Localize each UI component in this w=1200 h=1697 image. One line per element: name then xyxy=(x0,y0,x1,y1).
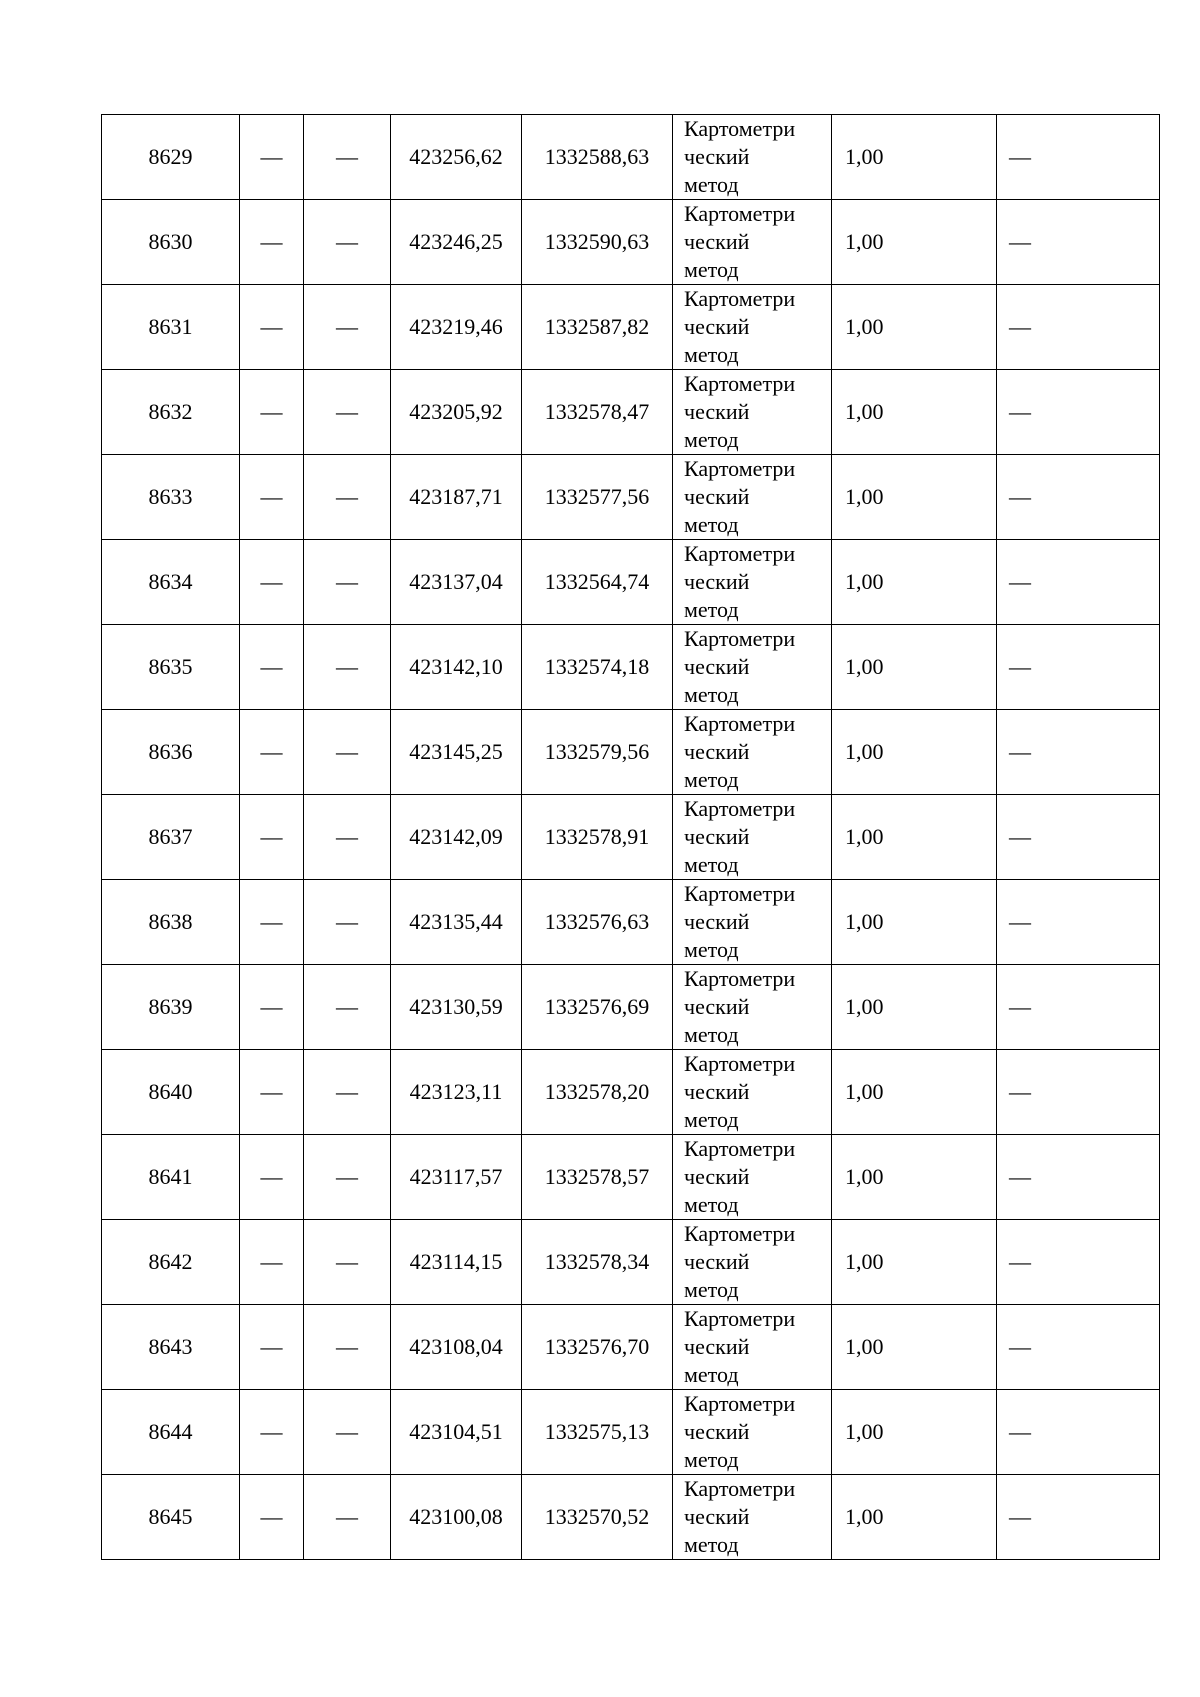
empty-column-cell: — xyxy=(304,455,391,540)
empty-column-cell: — xyxy=(304,795,391,880)
point-number-cell: 8635 xyxy=(102,625,240,710)
empty-column-cell: — xyxy=(240,1135,304,1220)
method-line: Картометри xyxy=(684,1306,796,1331)
point-number-cell: 8638 xyxy=(102,880,240,965)
accuracy-cell: 1,00 xyxy=(832,1305,997,1390)
empty-column-cell: — xyxy=(240,370,304,455)
method-line: ческий xyxy=(684,399,750,424)
description-cell: — xyxy=(997,200,1160,285)
y-coordinate-cell: 1332570,52 xyxy=(522,1475,673,1560)
method-line: Картометри xyxy=(684,371,796,396)
accuracy-cell: 1,00 xyxy=(832,1050,997,1135)
empty-column-cell: — xyxy=(240,1305,304,1390)
table-row xyxy=(102,1220,1160,1305)
empty-column-cell: — xyxy=(240,1220,304,1305)
method-line: ческий xyxy=(684,1079,750,1104)
method-line: метод xyxy=(684,682,739,707)
method-cell xyxy=(673,710,832,795)
x-coordinate-cell: 423142,09 xyxy=(391,795,522,880)
empty-column-cell: — xyxy=(240,965,304,1050)
method-line: Картометри xyxy=(684,456,796,481)
description-cell: — xyxy=(997,880,1160,965)
method-line: Картометри xyxy=(684,881,796,906)
method-line: метод xyxy=(684,1107,739,1132)
x-coordinate-cell: 423187,71 xyxy=(391,455,522,540)
x-coordinate-cell: 423114,15 xyxy=(391,1220,522,1305)
empty-column-cell: — xyxy=(304,880,391,965)
table-row xyxy=(102,710,1160,795)
x-coordinate-cell: 423123,11 xyxy=(391,1050,522,1135)
description-cell: — xyxy=(997,1390,1160,1475)
method-line: метод xyxy=(684,1362,739,1387)
method-line: метод xyxy=(684,512,739,537)
method-line: метод xyxy=(684,1277,739,1302)
table-row xyxy=(102,455,1160,540)
empty-column-cell: — xyxy=(304,1390,391,1475)
table-row xyxy=(102,795,1160,880)
accuracy-cell: 1,00 xyxy=(832,200,997,285)
table-row xyxy=(102,1305,1160,1390)
method-line: Картометри xyxy=(684,711,796,736)
accuracy-cell: 1,00 xyxy=(832,370,997,455)
method-cell xyxy=(673,1135,832,1220)
method-line: ческий xyxy=(684,1504,750,1529)
method-line: Картометри xyxy=(684,286,796,311)
method-line: ческий xyxy=(684,314,750,339)
table-row xyxy=(102,370,1160,455)
y-coordinate-cell: 1332574,18 xyxy=(522,625,673,710)
method-line: ческий xyxy=(684,1419,750,1444)
description-cell: — xyxy=(997,1050,1160,1135)
x-coordinate-cell: 423256,62 xyxy=(391,115,522,200)
accuracy-cell: 1,00 xyxy=(832,880,997,965)
accuracy-cell: 1,00 xyxy=(832,710,997,795)
empty-column-cell: — xyxy=(240,710,304,795)
point-number-cell: 8632 xyxy=(102,370,240,455)
table-row xyxy=(102,1475,1160,1560)
point-number-cell: 8643 xyxy=(102,1305,240,1390)
description-cell: — xyxy=(997,370,1160,455)
method-line: метод xyxy=(684,1532,739,1557)
table-row xyxy=(102,1390,1160,1475)
method-cell xyxy=(673,200,832,285)
y-coordinate-cell: 1332578,57 xyxy=(522,1135,673,1220)
method-line: ческий xyxy=(684,1334,750,1359)
point-number-cell: 8629 xyxy=(102,115,240,200)
y-coordinate-cell: 1332564,74 xyxy=(522,540,673,625)
method-cell xyxy=(673,965,832,1050)
y-coordinate-cell: 1332587,82 xyxy=(522,285,673,370)
method-line: метод xyxy=(684,1022,739,1047)
accuracy-cell: 1,00 xyxy=(832,115,997,200)
empty-column-cell: — xyxy=(304,1135,391,1220)
method-line: Картометри xyxy=(684,1136,796,1161)
point-number-cell: 8631 xyxy=(102,285,240,370)
point-number-cell: 8630 xyxy=(102,200,240,285)
coordinates-table xyxy=(101,114,1160,1560)
x-coordinate-cell: 423142,10 xyxy=(391,625,522,710)
method-line: метод xyxy=(684,767,739,792)
method-line: метод xyxy=(684,257,739,282)
table-row xyxy=(102,965,1160,1050)
method-line: метод xyxy=(684,172,739,197)
method-cell xyxy=(673,540,832,625)
point-number-cell: 8644 xyxy=(102,1390,240,1475)
method-cell xyxy=(673,370,832,455)
method-line: метод xyxy=(684,852,739,877)
x-coordinate-cell: 423219,46 xyxy=(391,285,522,370)
method-line: ческий xyxy=(684,1164,750,1189)
method-line: Картометри xyxy=(684,1221,796,1246)
empty-column-cell: — xyxy=(240,1050,304,1135)
empty-column-cell: — xyxy=(240,1390,304,1475)
description-cell: — xyxy=(997,1220,1160,1305)
point-number-cell: 8639 xyxy=(102,965,240,1050)
empty-column-cell: — xyxy=(304,1220,391,1305)
empty-column-cell: — xyxy=(240,455,304,540)
table-row xyxy=(102,200,1160,285)
method-line: Картометри xyxy=(684,796,796,821)
method-cell xyxy=(673,1390,832,1475)
y-coordinate-cell: 1332578,91 xyxy=(522,795,673,880)
y-coordinate-cell: 1332576,63 xyxy=(522,880,673,965)
y-coordinate-cell: 1332578,20 xyxy=(522,1050,673,1135)
empty-column-cell: — xyxy=(304,540,391,625)
method-line: Картометри xyxy=(684,626,796,651)
empty-column-cell: — xyxy=(304,200,391,285)
x-coordinate-cell: 423137,04 xyxy=(391,540,522,625)
method-line: ческий xyxy=(684,569,750,594)
empty-column-cell: — xyxy=(240,625,304,710)
point-number-cell: 8636 xyxy=(102,710,240,795)
description-cell: — xyxy=(997,710,1160,795)
method-line: метод xyxy=(684,342,739,367)
point-number-cell: 8637 xyxy=(102,795,240,880)
method-cell xyxy=(673,455,832,540)
method-line: ческий xyxy=(684,484,750,509)
method-line: ческий xyxy=(684,909,750,934)
description-cell: — xyxy=(997,1135,1160,1220)
empty-column-cell: — xyxy=(240,285,304,370)
empty-column-cell: — xyxy=(240,880,304,965)
empty-column-cell: — xyxy=(304,370,391,455)
empty-column-cell: — xyxy=(304,710,391,795)
method-line: ческий xyxy=(684,1249,750,1274)
point-number-cell: 8645 xyxy=(102,1475,240,1560)
description-cell: — xyxy=(997,1305,1160,1390)
accuracy-cell: 1,00 xyxy=(832,285,997,370)
table-row xyxy=(102,115,1160,200)
y-coordinate-cell: 1332578,47 xyxy=(522,370,673,455)
description-cell: — xyxy=(997,540,1160,625)
accuracy-cell: 1,00 xyxy=(832,1135,997,1220)
method-line: ческий xyxy=(684,994,750,1019)
x-coordinate-cell: 423130,59 xyxy=(391,965,522,1050)
method-line: Картометри xyxy=(684,116,796,141)
y-coordinate-cell: 1332576,70 xyxy=(522,1305,673,1390)
method-cell xyxy=(673,625,832,710)
x-coordinate-cell: 423100,08 xyxy=(391,1475,522,1560)
empty-column-cell: — xyxy=(240,795,304,880)
table-body xyxy=(102,115,1160,1560)
empty-column-cell: — xyxy=(304,115,391,200)
table-row xyxy=(102,1135,1160,1220)
method-line: ческий xyxy=(684,229,750,254)
point-number-cell: 8640 xyxy=(102,1050,240,1135)
method-cell xyxy=(673,795,832,880)
description-cell: — xyxy=(997,455,1160,540)
method-line: ческий xyxy=(684,739,750,764)
point-number-cell: 8633 xyxy=(102,455,240,540)
description-cell: — xyxy=(997,115,1160,200)
description-cell: — xyxy=(997,795,1160,880)
method-line: Картометри xyxy=(684,966,796,991)
accuracy-cell: 1,00 xyxy=(832,1220,997,1305)
method-line: метод xyxy=(684,427,739,452)
method-line: метод xyxy=(684,937,739,962)
method-line: метод xyxy=(684,1447,739,1472)
point-number-cell: 8634 xyxy=(102,540,240,625)
method-line: Картометри xyxy=(684,1051,796,1076)
x-coordinate-cell: 423108,04 xyxy=(391,1305,522,1390)
method-cell xyxy=(673,880,832,965)
empty-column-cell: — xyxy=(240,115,304,200)
description-cell: — xyxy=(997,965,1160,1050)
accuracy-cell: 1,00 xyxy=(832,1390,997,1475)
y-coordinate-cell: 1332578,34 xyxy=(522,1220,673,1305)
empty-column-cell: — xyxy=(304,965,391,1050)
table-row xyxy=(102,880,1160,965)
empty-column-cell: — xyxy=(304,1050,391,1135)
method-line: метод xyxy=(684,597,739,622)
table-row xyxy=(102,285,1160,370)
x-coordinate-cell: 423205,92 xyxy=(391,370,522,455)
x-coordinate-cell: 423135,44 xyxy=(391,880,522,965)
table-row xyxy=(102,625,1160,710)
table-row xyxy=(102,540,1160,625)
description-cell: — xyxy=(997,625,1160,710)
accuracy-cell: 1,00 xyxy=(832,455,997,540)
method-cell xyxy=(673,1305,832,1390)
table-row xyxy=(102,1050,1160,1135)
accuracy-cell: 1,00 xyxy=(832,1475,997,1560)
accuracy-cell: 1,00 xyxy=(832,795,997,880)
empty-column-cell: — xyxy=(240,1475,304,1560)
point-number-cell: 8642 xyxy=(102,1220,240,1305)
y-coordinate-cell: 1332588,63 xyxy=(522,115,673,200)
method-cell xyxy=(673,115,832,200)
method-cell xyxy=(673,1475,832,1560)
method-line: Картометри xyxy=(684,541,796,566)
y-coordinate-cell: 1332579,56 xyxy=(522,710,673,795)
x-coordinate-cell: 423104,51 xyxy=(391,1390,522,1475)
description-cell: — xyxy=(997,285,1160,370)
empty-column-cell: — xyxy=(304,625,391,710)
point-number-cell: 8641 xyxy=(102,1135,240,1220)
method-cell xyxy=(673,1050,832,1135)
method-line: ческий xyxy=(684,144,750,169)
empty-column-cell: — xyxy=(304,1475,391,1560)
accuracy-cell: 1,00 xyxy=(832,540,997,625)
method-line: ческий xyxy=(684,824,750,849)
method-line: Картометри xyxy=(684,1391,796,1416)
method-cell xyxy=(673,285,832,370)
method-line: Картометри xyxy=(684,1476,796,1501)
empty-column-cell: — xyxy=(304,1305,391,1390)
empty-column-cell: — xyxy=(304,285,391,370)
y-coordinate-cell: 1332576,69 xyxy=(522,965,673,1050)
x-coordinate-cell: 423145,25 xyxy=(391,710,522,795)
y-coordinate-cell: 1332590,63 xyxy=(522,200,673,285)
x-coordinate-cell: 423246,25 xyxy=(391,200,522,285)
method-line: ческий xyxy=(684,654,750,679)
method-line: Картометри xyxy=(684,201,796,226)
y-coordinate-cell: 1332575,13 xyxy=(522,1390,673,1475)
description-cell: — xyxy=(997,1475,1160,1560)
accuracy-cell: 1,00 xyxy=(832,965,997,1050)
accuracy-cell: 1,00 xyxy=(832,625,997,710)
empty-column-cell: — xyxy=(240,540,304,625)
y-coordinate-cell: 1332577,56 xyxy=(522,455,673,540)
x-coordinate-cell: 423117,57 xyxy=(391,1135,522,1220)
method-line: метод xyxy=(684,1192,739,1217)
method-cell xyxy=(673,1220,832,1305)
empty-column-cell: — xyxy=(240,200,304,285)
